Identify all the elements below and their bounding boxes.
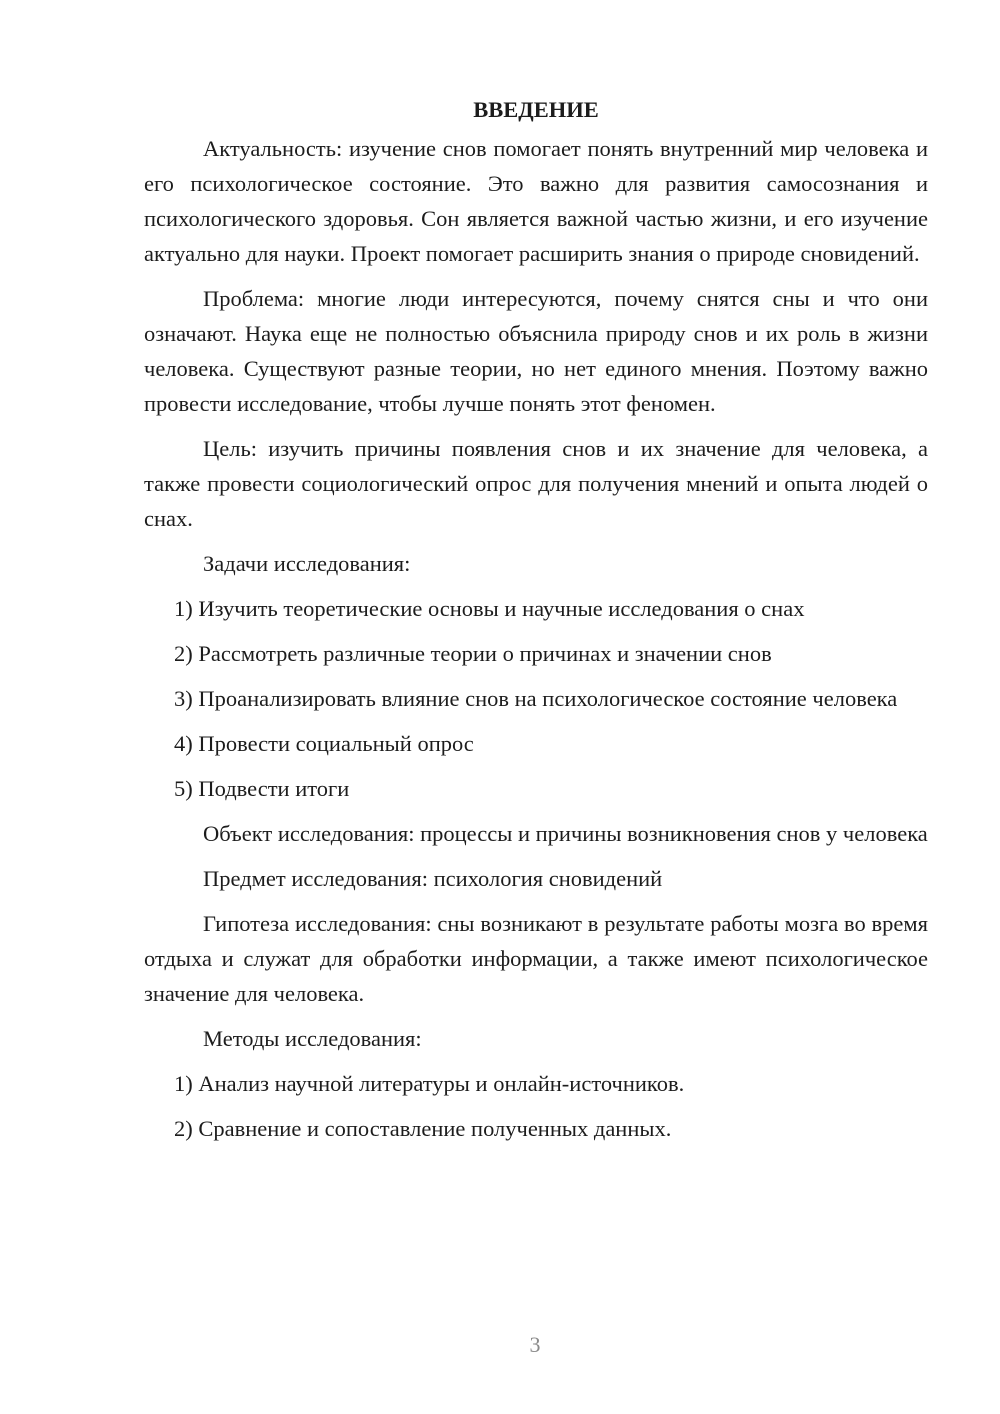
- document-page: [144, 92, 928, 1156]
- method-item: 1) Анализ научной литературы и онлайн-источников.: [174, 1071, 685, 1096]
- method-item: 2) Сравнение и сопоставление полученных данных.: [174, 1116, 672, 1141]
- task-item: 2) Рассмотреть различные теории о причинах и значении снов: [174, 641, 772, 666]
- task-item: 4) Провести социальный опрос: [174, 731, 474, 756]
- problem-paragraph: Проблема: многие люди интересуются, почему снятся сны и что они означают. Наука еще не полностью объяснила природу снов и их роль в жизни человека. Существуют разные теории, но нет единого мнения. Поэтому важно провести исследование, чтобы лучше понять этот феномен.: [144, 286, 928, 416]
- section-title: ВВЕДЕНИЕ: [473, 97, 599, 122]
- hypothesis-paragraph: Гипотеза исследования: сны возникают в результате работы мозга во время отдыха и служат для обработки информации, а также имеют психологическое значение для человека.: [144, 911, 928, 1006]
- relevance-paragraph: Актуальность: изучение снов помогает понять внутренний мир человека и его психологическое состояние. Это важно для развития самосознания и психологического здоровья. Сон является важной частью жизни, и его изучение актуально для науки. Проект помогает расширить знания о природе сновидений.: [144, 136, 928, 266]
- task-item: 1) Изучить теоретические основы и научные исследования о снах: [174, 596, 805, 621]
- task-item: 3) Проанализировать влияние снов на психологическое состояние человека: [174, 686, 898, 711]
- goal-paragraph: Цель: изучить причины появления снов и их значение для человека, а также провести социологический опрос для получения мнений и опыта людей о снах.: [144, 436, 928, 531]
- methods-heading: Методы исследования:: [203, 1026, 422, 1051]
- task-item: 5) Подвести итоги: [174, 776, 350, 801]
- tasks-heading: Задачи исследования:: [203, 551, 411, 576]
- subject-paragraph: Предмет исследования: психология сновидений: [203, 866, 663, 891]
- page-number: 3: [529, 1332, 541, 1357]
- object-paragraph: Объект исследования: процессы и причины возникновения снов у человека: [203, 821, 928, 846]
